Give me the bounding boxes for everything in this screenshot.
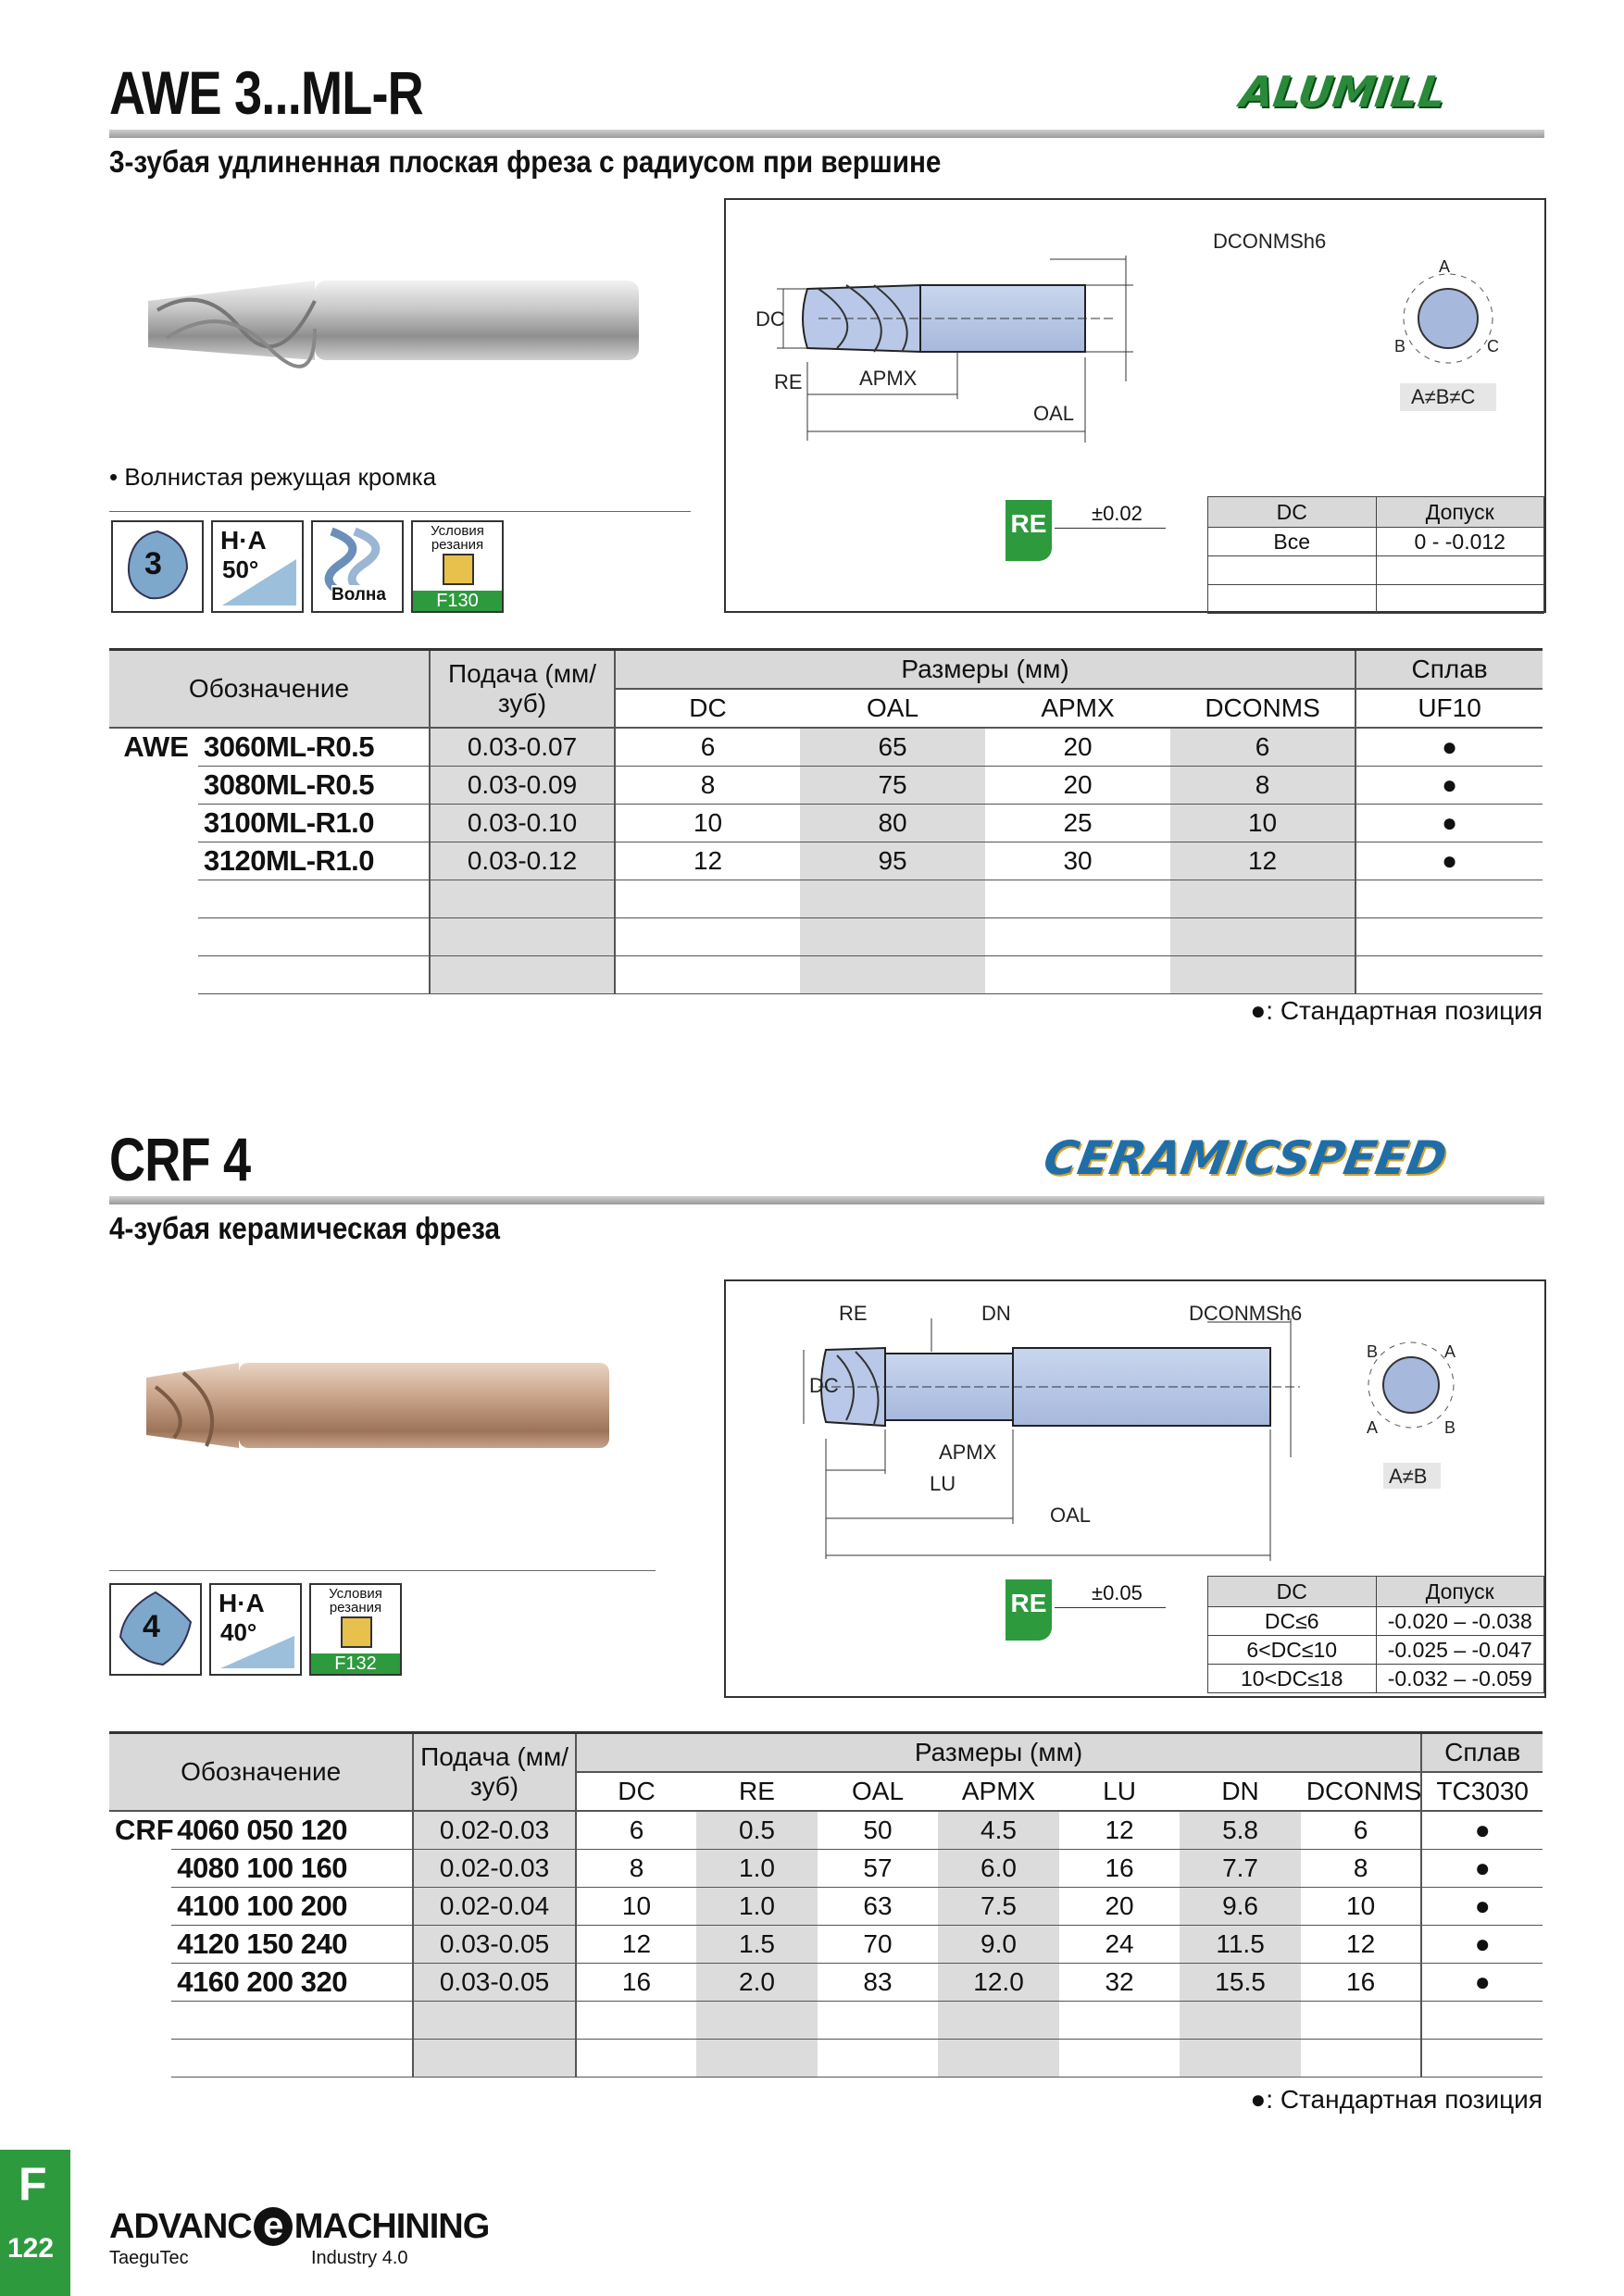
code-prefix (109, 2002, 171, 2040)
dimension-cell: 1.0 (696, 1888, 818, 1926)
helix-label-2: H·A (219, 1589, 265, 1617)
feed-cell: 0.03-0.05 (413, 1926, 575, 1964)
alloy-cell (1355, 956, 1543, 994)
dimension-cell: 50 (818, 1811, 939, 1850)
col-uf10: UF10 (1355, 689, 1543, 728)
tol-header-tol: Допуск (1376, 1577, 1544, 1607)
dimension-cell (800, 918, 985, 956)
dimension-cell (1301, 2040, 1422, 2078)
dimension-cell (985, 880, 1170, 918)
dimension-cell (615, 956, 800, 994)
code-prefix (109, 842, 198, 880)
spec-table-crf (109, 1734, 1543, 2078)
angle-b: B (1394, 337, 1406, 356)
tolerance-table (1207, 496, 1544, 614)
feed-cell: 0.02-0.03 (413, 1811, 575, 1850)
dimension-cell: 6 (615, 728, 800, 767)
angle-b-top: B (1367, 1342, 1379, 1361)
feed-cell: 0.03-0.07 (430, 728, 615, 767)
alloy-cell (1355, 918, 1543, 956)
tol-cell (1376, 556, 1544, 585)
wave-edge-icon (311, 520, 404, 613)
designation-cell: 3120ML-R1.0 (198, 842, 430, 880)
flutes-count: 3 (144, 546, 162, 581)
alloy-cell: ● (1355, 728, 1543, 767)
dimension-cell: 63 (818, 1888, 939, 1926)
dimension-cell (985, 956, 1170, 994)
re-tolerance-badge-2: RE (1006, 1579, 1052, 1641)
header-dimensions-2: Размеры (мм) (576, 1734, 1422, 1772)
header-feed-2: Подача (мм/зуб) (413, 1734, 575, 1811)
col-dn: DN (1180, 1772, 1301, 1811)
title-rule-2 (109, 1196, 1544, 1204)
dimension-cell: 70 (818, 1926, 939, 1964)
dimension-cell: 10 (1170, 805, 1355, 842)
dimension-cell (1059, 2040, 1181, 2078)
designation-cell: 3080ML-R0.5 (198, 767, 430, 805)
code-prefix (109, 1964, 171, 2002)
table-row (109, 767, 1543, 805)
dimension-cell: 8 (576, 1850, 697, 1888)
dimension-cell: 6 (1170, 728, 1355, 767)
dimension-cell (576, 2040, 697, 2078)
designation-cell: 4160 200 320 (171, 1964, 413, 2002)
feed-cell (413, 2002, 575, 2040)
tol-cell: 6<DC≤10 (1208, 1636, 1377, 1665)
dim-dconms-2: DCONMSh6 (1189, 1302, 1303, 1325)
product-subtitle-2: 4-зубая керамическая фреза (109, 1211, 501, 1245)
flutes-icon-2 (109, 1583, 202, 1676)
dimension-cell (800, 956, 985, 994)
designation-cell: 3100ML-R1.0 (198, 805, 430, 842)
feed-cell (430, 956, 615, 994)
dimension-cell: 1.5 (696, 1926, 818, 1964)
table-row (109, 1964, 1543, 2002)
dimension-cell (696, 2002, 818, 2040)
tol-row (1208, 1636, 1544, 1665)
col-tc3030: TC3030 (1421, 1772, 1543, 1811)
dimension-cell: 16 (1301, 1964, 1422, 2002)
tolerance-table-2 (1207, 1576, 1544, 1693)
designation-cell (171, 2040, 413, 2078)
col-dconms-2: DCONMS (1301, 1772, 1422, 1811)
alloy-cell (1355, 880, 1543, 918)
dim-dn: DN (981, 1302, 1011, 1325)
alloy-cell: ● (1355, 805, 1543, 842)
code-prefix: CRF (115, 1814, 174, 1847)
dimension-cell: 20 (985, 767, 1170, 805)
ceramic-endmill-photo (137, 1350, 628, 1461)
table-row (109, 2002, 1543, 2040)
dimension-cell: 10 (615, 805, 800, 842)
helix-angle-icon (211, 520, 304, 613)
dimension-cell: 8 (1301, 1850, 1422, 1888)
tol-cell: Все (1208, 528, 1377, 556)
dim-dconms: DCONMSh6 (1213, 230, 1327, 253)
brand-left: ADVANC (109, 2207, 252, 2246)
dimension-cell (576, 2002, 697, 2040)
dimension-cell: 2.0 (696, 1964, 818, 2002)
advance-machining-logo (109, 2207, 489, 2247)
dimension-cell (1170, 956, 1355, 994)
feed-cell: 0.03-0.05 (413, 1964, 575, 2002)
code-prefix (109, 918, 198, 956)
feature-note: • Волнистая режущая кромка (109, 463, 437, 491)
helix-angle-icon-2 (209, 1583, 302, 1676)
feature-rule (109, 511, 691, 512)
flutes-count-2: 4 (143, 1609, 160, 1644)
designation-cell (171, 2002, 413, 2040)
dim-oal-2: OAL (1050, 1504, 1092, 1527)
dimension-cell: 24 (1059, 1926, 1181, 1964)
dimension-cell (818, 2040, 939, 2078)
dim-lu: LU (930, 1472, 956, 1495)
designation-cell (198, 880, 430, 918)
table-row (109, 728, 1543, 767)
tol-cell (1208, 585, 1377, 614)
feature-rule-2 (109, 1570, 656, 1571)
tol-header-dc: DC (1208, 497, 1377, 528)
re-tolerance-rule (1055, 528, 1166, 529)
dimension-cell: 0.5 (696, 1811, 818, 1850)
product-subtitle: 3-зубая удлиненная плоская фреза с радиусом при вершине (109, 144, 942, 179)
designation-cell (198, 956, 430, 994)
alumill-logo: ALUMILL (1237, 67, 1450, 117)
cond-code: F130 (413, 591, 502, 611)
dimension-cell (696, 2040, 818, 2078)
helix-label: H·A (220, 526, 267, 555)
tol-cell (1376, 585, 1544, 614)
code-prefix (109, 956, 198, 994)
table-row (109, 805, 1543, 842)
dim-apmx: APMX (859, 367, 918, 390)
dimension-cell (1170, 880, 1355, 918)
dimension-cell: 1.0 (696, 1850, 818, 1888)
designation-cell: 4100 100 200 (171, 1888, 413, 1926)
header-designation-2: Обозначение (109, 1734, 413, 1811)
re-tolerance-value-2: ±0.05 (1092, 1581, 1143, 1604)
product-title-2: CRF 4 (109, 1125, 251, 1193)
alloy-cell: ● (1421, 1850, 1543, 1888)
dimension-cell: 16 (576, 1964, 697, 2002)
brand-right: MACHINING (294, 2207, 490, 2246)
title-rule (109, 130, 1544, 138)
code-prefix (109, 880, 198, 918)
header-dimensions: Размеры (мм) (615, 651, 1355, 689)
dimension-cell: 20 (1059, 1888, 1181, 1926)
dimension-cell: 80 (800, 805, 985, 842)
brand-e: e (254, 2207, 293, 2246)
dimension-cell: 9.0 (938, 1926, 1059, 1964)
col-oal-2: OAL (818, 1772, 939, 1811)
alloy-cell: ● (1421, 1926, 1543, 1964)
tol-row (1208, 556, 1544, 585)
designation-cell: 4060 050 120 (171, 1811, 413, 1850)
flutes-icon (111, 520, 204, 613)
dimension-cell: 75 (800, 767, 985, 805)
table-row (109, 2040, 1543, 2078)
tol-row (1208, 1607, 1544, 1636)
re-tolerance-value: ±0.02 (1092, 502, 1143, 525)
dimension-cell: 11.5 (1180, 1926, 1301, 1964)
dimension-cell: 4.5 (938, 1811, 1059, 1850)
table-row (109, 1926, 1543, 1964)
tol-header-dc: DC (1208, 1577, 1377, 1607)
alloy-cell: ● (1355, 842, 1543, 880)
alloy-cell (1421, 2040, 1543, 2078)
dimension-cell: 25 (985, 805, 1170, 842)
designation-cell: 4120 150 240 (171, 1926, 413, 1964)
alloy-cell: ● (1355, 767, 1543, 805)
dimension-cell: 57 (818, 1850, 939, 1888)
dimension-cell: 95 (800, 842, 985, 880)
dimension-cell: 30 (985, 842, 1170, 880)
feed-cell (430, 880, 615, 918)
alloy-cell: ● (1421, 1811, 1543, 1850)
dim-apmx-2: APMX (939, 1441, 997, 1464)
feed-cell (430, 918, 615, 956)
cond-book-icon-2 (341, 1616, 372, 1648)
brand-sub-left: TaeguTec (109, 2248, 189, 2268)
tol-cell: -0.020 – -0.038 (1376, 1607, 1544, 1636)
dimension-cell: 12 (576, 1926, 697, 1964)
angle-c: C (1487, 337, 1499, 356)
col-apmx: APMX (985, 689, 1170, 728)
feed-cell (413, 2040, 575, 2078)
dimension-cell: 16 (1059, 1850, 1181, 1888)
code-prefix (109, 1888, 171, 1926)
dimension-cell: 6 (576, 1811, 697, 1850)
col-apmx-2: APMX (938, 1772, 1059, 1811)
dimension-cell: 83 (818, 1964, 939, 2002)
tol-row (1208, 585, 1544, 614)
brand-sub-right: Industry 4.0 (311, 2248, 408, 2268)
legend-standard: ●: Стандартная позиция (1250, 996, 1543, 1025)
feed-cell: 0.03-0.12 (430, 842, 615, 880)
dimension-cell: 12 (1301, 1926, 1422, 1964)
tool-drawing-box-2 (724, 1279, 1546, 1698)
tol-cell: -0.032 – -0.059 (1376, 1665, 1544, 1693)
tol-header-tol: Допуск (1376, 497, 1544, 528)
feed-cell: 0.03-0.10 (430, 805, 615, 842)
code-prefix (109, 805, 198, 842)
alloy-cell: ● (1421, 1964, 1543, 2002)
dimension-cell (615, 880, 800, 918)
dim-re-2: RE (839, 1302, 868, 1325)
table-row (109, 1888, 1543, 1926)
dimension-cell: 7.5 (938, 1888, 1059, 1926)
dimension-cell: 65 (800, 728, 985, 767)
dimension-cell: 6.0 (938, 1850, 1059, 1888)
dimension-cell (1180, 2040, 1301, 2078)
product-title: AWE 3...ML-R (109, 58, 423, 127)
cond-code-2: F132 (311, 1653, 400, 1674)
cutting-conditions-icon-2 (309, 1583, 402, 1676)
spec-table-awe (109, 651, 1543, 994)
table-row (109, 918, 1543, 956)
table-row (109, 956, 1543, 994)
cond-book-icon (443, 554, 474, 585)
angle-b-bottom: B (1444, 1418, 1456, 1437)
table-row (109, 880, 1543, 918)
dimension-cell: 15.5 (1180, 1964, 1301, 2002)
helix-value-2: 40° (220, 1618, 257, 1646)
angle-note: A≠B≠C (1411, 385, 1476, 408)
dimension-cell: 7.7 (1180, 1850, 1301, 1888)
cond-label: Условия резания (431, 523, 484, 553)
re-tolerance-badge: RE (1006, 500, 1052, 561)
dimension-cell (1301, 2002, 1422, 2040)
dimension-cell: 8 (615, 767, 800, 805)
code-prefix (109, 2040, 171, 2078)
dimension-cell: 20 (985, 728, 1170, 767)
section-letter: F (19, 2158, 47, 2210)
tol-row (1208, 528, 1544, 556)
dimension-cell (800, 880, 985, 918)
dimension-cell: 9.6 (1180, 1888, 1301, 1926)
dim-dc-2: DC (809, 1374, 839, 1397)
angle-a-bottom: A (1367, 1418, 1379, 1437)
col-lu: LU (1059, 1772, 1181, 1811)
dimension-cell (938, 2040, 1059, 2078)
feed-cell: 0.02-0.04 (413, 1888, 575, 1926)
feed-cell: 0.03-0.09 (430, 767, 615, 805)
col-dc-2: DC (576, 1772, 697, 1811)
designation-cell: 3060ML-R0.5 (198, 728, 430, 767)
dimension-cell (938, 2002, 1059, 2040)
tol-cell: 10<DC≤18 (1208, 1665, 1377, 1693)
dim-oal: OAL (1033, 402, 1075, 425)
header-alloy-2: Сплав (1421, 1734, 1543, 1772)
page-number: 122 (7, 2233, 55, 2264)
re-tolerance-rule-2 (1055, 1607, 1166, 1608)
dimension-cell: 12 (1059, 1811, 1181, 1850)
table-row (109, 1850, 1543, 1888)
dimension-cell: 12 (1170, 842, 1355, 880)
dim-dc: DC (756, 307, 785, 331)
cond-label-2: Условия резания (329, 1586, 382, 1616)
tol-cell: -0.025 – -0.047 (1376, 1636, 1544, 1665)
header-designation: Обозначение (109, 651, 430, 728)
code-prefix (109, 1926, 171, 1964)
dimension-cell: 12 (615, 842, 800, 880)
tol-cell: 0 - -0.012 (1376, 528, 1544, 556)
feed-cell: 0.02-0.03 (413, 1850, 575, 1888)
endmill-photo (130, 264, 657, 384)
dimension-cell (1180, 2002, 1301, 2040)
table-row (109, 842, 1543, 880)
angle-note-2: A≠B (1389, 1465, 1428, 1488)
dimension-cell: 6 (1301, 1811, 1422, 1850)
dimension-cell: 10 (576, 1888, 697, 1926)
angle-a-top: A (1444, 1342, 1456, 1361)
header-feed: Подача (мм/зуб) (430, 651, 615, 728)
dimension-cell: 10 (1301, 1888, 1422, 1926)
tol-cell (1208, 556, 1377, 585)
col-re: RE (696, 1772, 818, 1811)
wave-label: Волна (331, 585, 386, 605)
code-prefix (109, 767, 198, 805)
designation-cell: 4080 100 160 (171, 1850, 413, 1888)
code-prefix (109, 1850, 171, 1888)
helix-value: 50° (222, 555, 259, 583)
dimension-cell: 8 (1170, 767, 1355, 805)
ceramicspeed-logo: CERAMICSPEED (1039, 1131, 1451, 1185)
tool-drawing-box (724, 198, 1546, 613)
col-dc: DC (615, 689, 800, 728)
dimension-cell (818, 2002, 939, 2040)
dimension-cell: 5.8 (1180, 1811, 1301, 1850)
designation-cell (198, 918, 430, 956)
alloy-cell: ● (1421, 1888, 1543, 1926)
col-dconms: DCONMS (1170, 689, 1355, 728)
cutting-conditions-icon (411, 520, 504, 613)
dimension-cell: 32 (1059, 1964, 1181, 2002)
dimension-cell: 12.0 (938, 1964, 1059, 2002)
table-row (109, 1811, 1543, 1850)
code-prefix: AWE (123, 730, 189, 764)
angle-a: A (1439, 257, 1451, 276)
header-alloy: Сплав (1355, 651, 1543, 689)
alloy-cell (1421, 2002, 1543, 2040)
tol-row (1208, 1665, 1544, 1693)
dim-re: RE (774, 370, 803, 393)
col-oal: OAL (800, 689, 985, 728)
dimension-cell (615, 918, 800, 956)
dimension-cell (985, 918, 1170, 956)
legend-standard-2: ●: Стандартная позиция (1250, 2085, 1543, 2114)
tol-cell: DC≤6 (1208, 1607, 1377, 1636)
dimension-cell (1170, 918, 1355, 956)
section-tab (0, 2150, 70, 2296)
dimension-cell (1059, 2002, 1181, 2040)
